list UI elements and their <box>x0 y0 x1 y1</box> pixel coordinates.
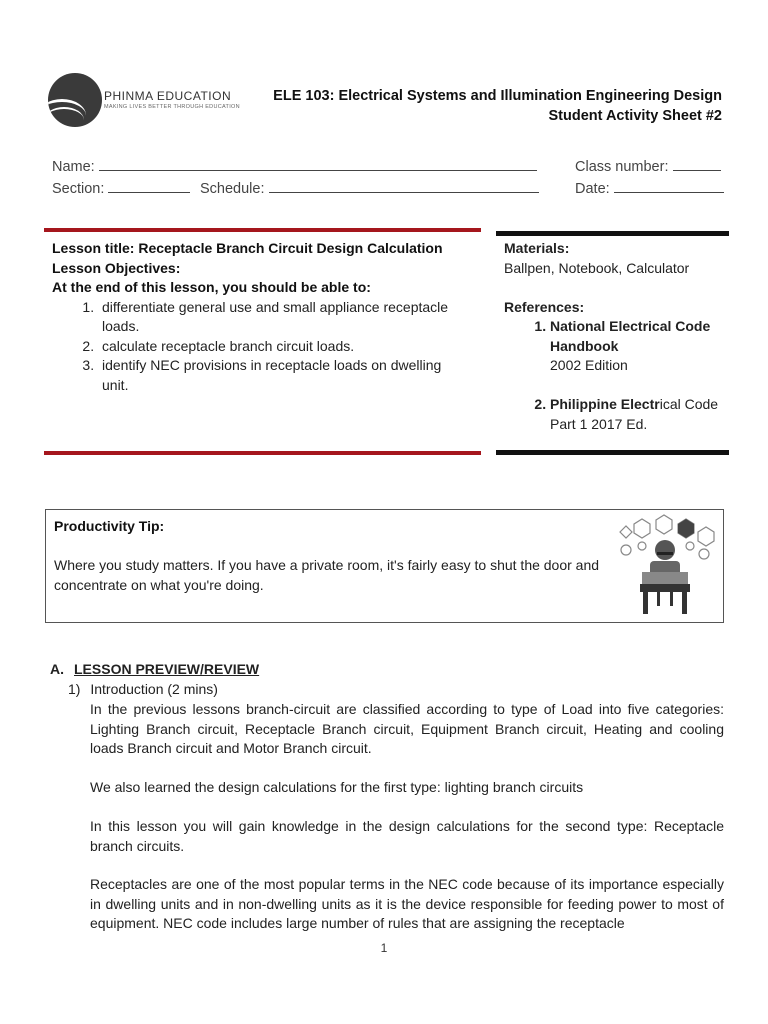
schedule-label: Schedule: <box>200 181 265 197</box>
node-icon <box>699 549 709 559</box>
class-number-field <box>575 156 721 175</box>
section-field <box>52 178 190 197</box>
objectives-intro: At the end of this lesson, you should be able to: <box>52 279 371 295</box>
objective-item: 1. differentiate general use and small appliance receptacle loads. <box>98 298 464 337</box>
objectives-heading: Lesson Objectives: <box>52 259 181 276</box>
node-icon <box>638 542 646 550</box>
divider-black-bottom <box>496 450 729 455</box>
schedule-blank[interactable] <box>269 178 539 193</box>
paragraph: Receptacles are one of the most popular terms in the NEC code because of its importance especially in dwelling units and in non-dwelling units as it is the device responsible for feeding power to most of equipment. NEC code includes large number of rules that are assigning the receptacle <box>90 876 724 931</box>
objective-item: 3. identify NEC provisions in receptacle loads on dwelling unit. <box>98 356 464 395</box>
name-label: Name: <box>52 159 95 175</box>
divider-black-top <box>496 231 729 236</box>
item-title: Introduction (2 mins) <box>90 681 218 697</box>
divider-red-top <box>44 228 481 232</box>
class-number-blank[interactable] <box>673 156 721 171</box>
references-heading: References: <box>504 298 585 315</box>
page-number: 1 <box>380 941 388 955</box>
student-studying-icon <box>612 514 718 618</box>
materials-items: Ballpen, Notebook, Calculator <box>504 259 690 276</box>
lesson-block <box>52 239 464 395</box>
reference-item <box>550 395 732 434</box>
ref2-edition: Part 1 2017 Ed. <box>550 415 648 432</box>
section-blank[interactable] <box>108 178 190 193</box>
phinma-logo-icon <box>48 73 102 127</box>
ref2-title-bold: Philippine Electr <box>550 396 660 412</box>
references-list <box>504 317 732 434</box>
intro-item <box>68 681 218 697</box>
logo-tagline: MAKING LIVES BETTER THROUGH EDUCATION <box>104 104 240 110</box>
hex-icon <box>620 526 632 538</box>
objectives-list <box>52 298 464 396</box>
objective-item: 2. calculate receptacle branch circuit loads. <box>98 337 464 357</box>
node-icon <box>686 542 694 550</box>
productivity-tip-box <box>45 509 724 623</box>
name-field <box>52 156 537 175</box>
tip-title: Productivity Tip: <box>54 518 165 534</box>
sheet-title: Student Activity Sheet #2 <box>548 108 722 124</box>
paragraph: We also learned the design calculations for the first type: lighting branch circuits <box>90 779 584 795</box>
ref1-edition: 2002 Edition <box>550 357 628 373</box>
section-title: LESSON PREVIEW/REVIEW <box>74 661 260 677</box>
course-heading <box>273 86 722 126</box>
hex-icon <box>698 527 714 546</box>
ref2-title-rest: ical Code <box>659 396 719 412</box>
name-blank[interactable] <box>99 156 537 171</box>
section-label: Section: <box>52 181 105 197</box>
section-letter: A. <box>50 661 64 677</box>
reference-item <box>550 317 732 395</box>
item-number: 1) <box>68 681 81 697</box>
logo-name: PHINMA EDUCATION <box>104 89 232 103</box>
date-field <box>575 178 724 197</box>
materials-block <box>504 239 732 434</box>
materials-heading: Materials: <box>504 240 570 256</box>
paragraph: In this lesson you will gain knowledge in the design calculations for the second type: Receptacle branch circuits. <box>90 818 724 854</box>
paragraph: In the previous lessons branch-circuit are classified according to type of Load into five categories: Lighting Branch circuit, Receptacle Branch circuit, Equipment Branch circuit, Heating and cooling loads Branch circuit and Motor Branch circuit. <box>90 701 724 756</box>
node-icon <box>621 545 631 555</box>
ref1-title: National Electrical Code Handbook <box>550 318 711 354</box>
course-title: ELE 103: Electrical Systems and Illumination Engineering Design <box>273 88 722 104</box>
section-a-heading <box>50 661 259 677</box>
hex-icon <box>656 515 672 534</box>
hex-icon <box>634 519 650 538</box>
date-label: Date: <box>575 181 610 197</box>
class-number-label: Class number: <box>575 159 669 175</box>
tip-text: Where you study matters. If you have a private room, it's fairly easy to shut the door and concentrate on what you're doing. <box>54 557 600 593</box>
lesson-title: Lesson title: Receptacle Branch Circuit Design Calculation <box>52 240 443 256</box>
schedule-field <box>200 178 539 197</box>
divider-red-bottom <box>44 451 481 455</box>
date-blank[interactable] <box>614 178 724 193</box>
